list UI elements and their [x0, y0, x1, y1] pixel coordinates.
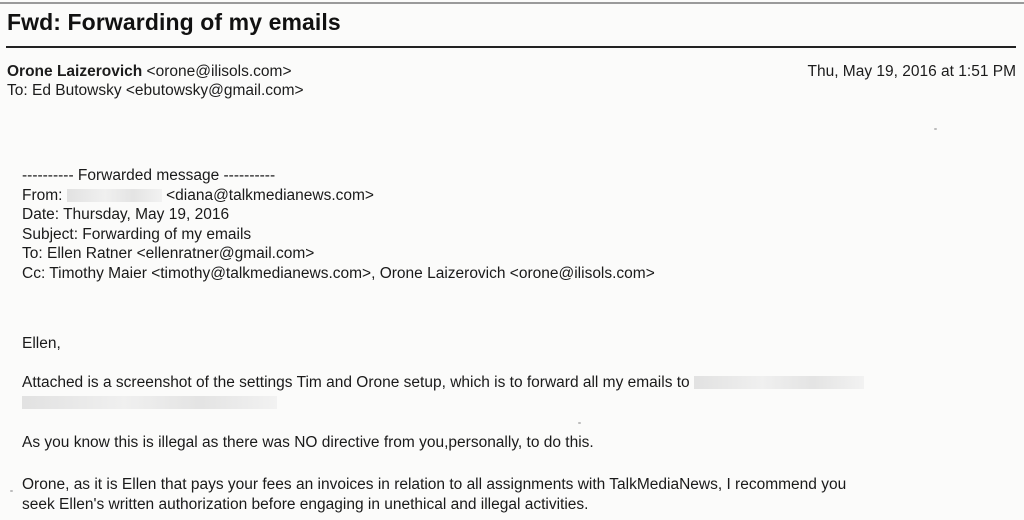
forwarded-date-line: Date: Thursday, May 19, 2016 — [22, 206, 230, 223]
paragraph-2: As you know this is illegal as there was NO directive from you,personally, to do this. — [22, 434, 594, 451]
recipient-line: To: Ed Butowsky <ebutowsky@gmail.com> — [7, 82, 304, 99]
redacted-name — [67, 189, 162, 202]
forwarded-from-email: <diana@talkmedianews.com> — [166, 186, 374, 204]
redacted-address — [694, 376, 864, 389]
forwarded-to-line: To: Ellen Ratner <ellenratner@gmail.com> — [22, 245, 315, 262]
forwarded-divider: ---------- Forwarded message ---------- — [22, 167, 276, 184]
email-date: Thu, May 19, 2016 at 1:51 PM — [807, 63, 1016, 80]
scan-speck — [934, 128, 937, 130]
redacted-continuation — [22, 396, 277, 409]
paragraph-3-line-1: Orone, as it is Ellen that pays your fees an invoices in relation to all assignments with TalkMediaNews, I recommend you — [22, 476, 847, 493]
forwarded-from-label: From: — [22, 186, 63, 204]
forwarded-subject-line: Subject: Forwarding of my emails — [22, 225, 252, 243]
scan-speck — [10, 490, 13, 492]
subject-divider — [6, 46, 1016, 48]
scan-speck — [578, 422, 581, 424]
paragraph-1-redacted-continuation — [22, 393, 277, 413]
paragraph-1 — [22, 373, 864, 393]
paragraph-1-text: Attached is a screenshot of the settings Tim and Orone setup, which is to forward all my emails to — [22, 374, 690, 391]
sender-line — [7, 63, 292, 81]
forwarded-from-line — [22, 186, 655, 206]
email-subject: Fwd: Forwarding of my emails — [7, 9, 341, 35]
top-rule — [0, 2, 1024, 4]
greeting: Ellen, — [22, 335, 61, 352]
sender-email: <orone@ilisols.com> — [146, 63, 292, 80]
sender-name: Orone Laizerovich — [7, 63, 143, 80]
paragraph-3-line-2: seek Ellen's written authorization before engaging in unethical and illegal activities. — [22, 496, 589, 513]
forwarded-header — [22, 166, 655, 283]
forwarded-cc-line: Cc: Timothy Maier <timothy@talkmedianews.com>, Orone Laizerovich <orone@ilisols.com> — [22, 264, 655, 282]
